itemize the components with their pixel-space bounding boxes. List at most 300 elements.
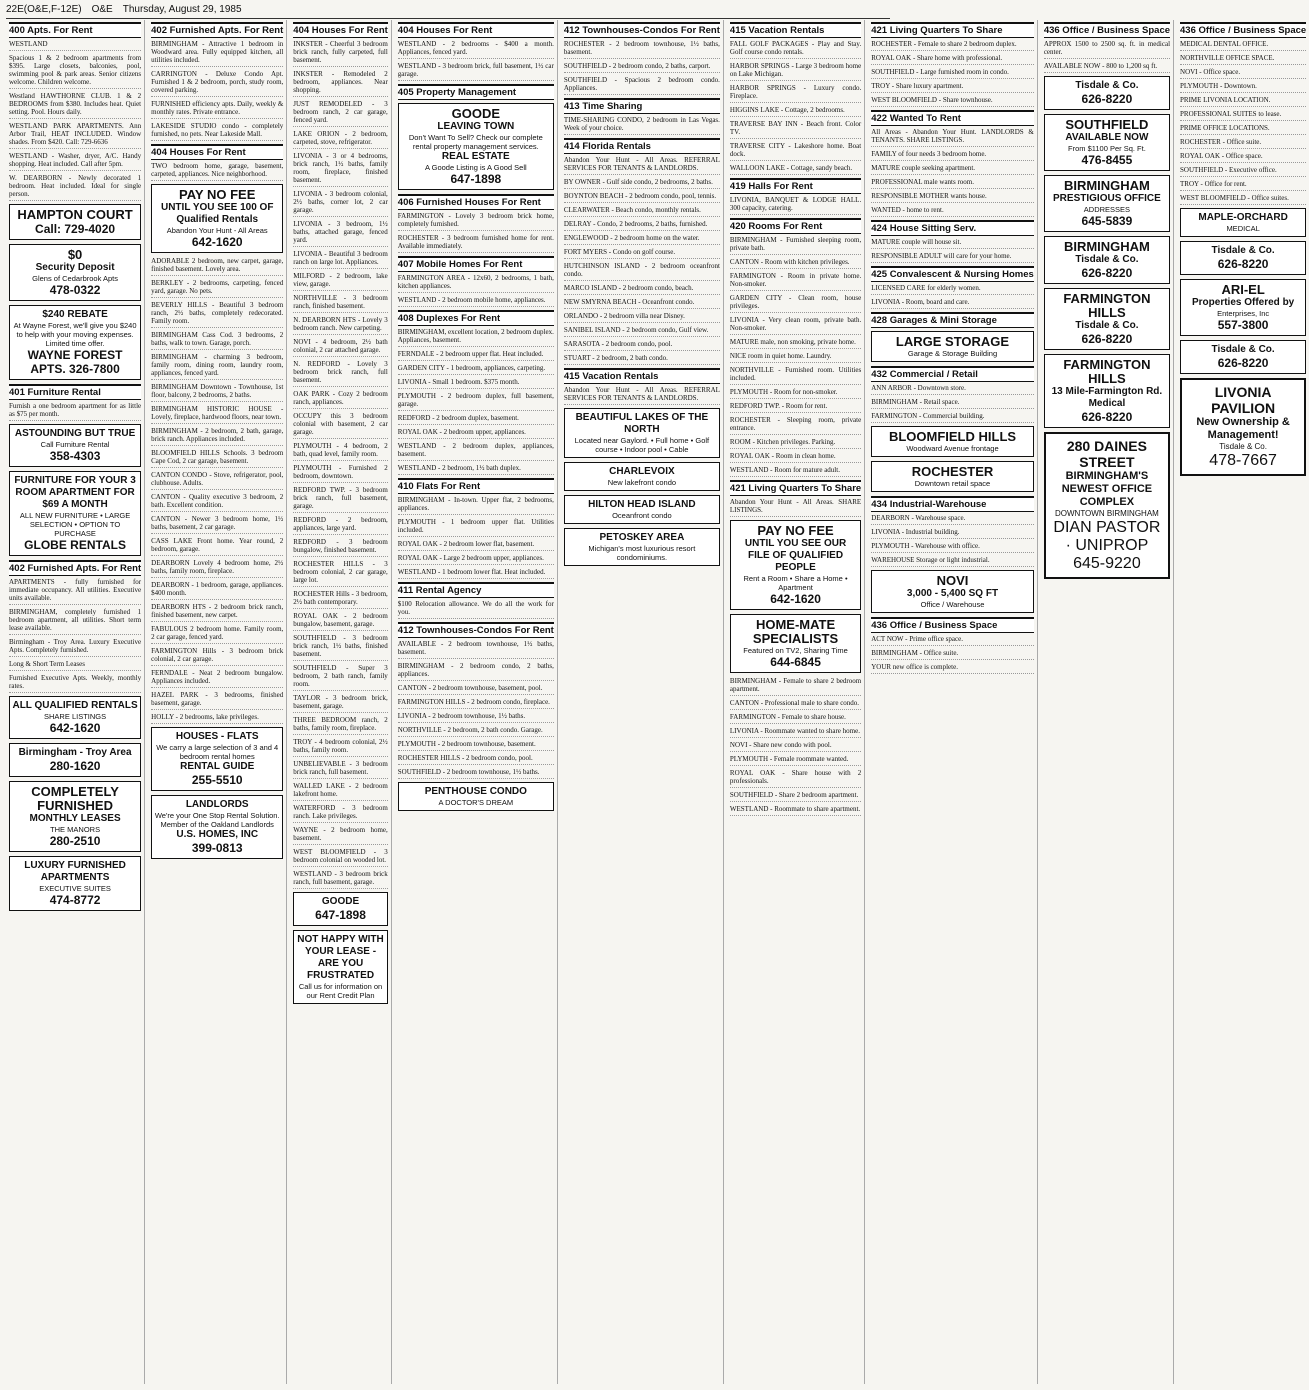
classified-ad: HIGGINS LAKE - Cottage, 2 bedrooms. (730, 106, 861, 117)
classified-ad: ROCHESTER - Office suite. (1180, 138, 1306, 149)
box-phone: 642-1620 (49, 721, 101, 735)
column-4 (395, 20, 558, 1384)
classified-ad: PLYMOUTH - Warehouse with office. (871, 542, 1034, 553)
box-phone: 626-8220 (1217, 356, 1269, 370)
classified-ad: PROFESSIONAL SUITES to lease. (1180, 110, 1306, 121)
classified-ad: ADORABLE 2 bedroom, new carpet, garage, finished basement. Lovely area. (151, 257, 283, 276)
classified-ad: WEST BLOOMFIELD - Share townhouse. (871, 96, 1034, 107)
classified-ad: HARBOR SPRINGS - Large 3 bedroom home on Lake Michigan. (730, 62, 861, 81)
classified-ad: APARTMENTS - fully furnished for immediate occupancy. All utilities. Executive units available. (9, 578, 141, 605)
classified-ad: MATURE male, non smoking, private home. (730, 338, 861, 349)
classified-ad: FARMINGTON HILLS - 2 bedroom condo, fireplace. (398, 698, 554, 709)
box-phone: 399-0813 (191, 841, 243, 855)
classified-ad: ROCHESTER - 2 bedroom townhouse, 1½ baths, basement. (564, 40, 720, 59)
classified-ad: AVAILABLE NOW - 800 to 1,200 sq ft. (1044, 62, 1170, 73)
classified-ad: RESPONSIBLE ADULT will care for your home. (871, 252, 1034, 263)
classified-ad: SOUTHFIELD - 2 bedroom townhouse, 1½ baths. (398, 768, 554, 779)
display-ad (9, 305, 141, 380)
display-ad (1180, 340, 1306, 374)
display-ad (1180, 208, 1306, 237)
display-ad (151, 795, 283, 859)
box-mid: Security Deposit (35, 262, 115, 273)
classified-ad: SOUTHFIELD - 2 bedroom condo, 2 baths, carport. (564, 62, 720, 73)
classified-ad: DEARBORN - 1 bedroom, garage, appliances. $400 month. (151, 581, 283, 600)
section-heading: 434 Industrial-Warehouse (871, 496, 1034, 512)
classified-ad: ROCHESTER - 3 bedroom furnished home for rent. Available immediately. (398, 234, 554, 253)
box-phone: WAYNE FOREST APTS. 326-7800 (27, 348, 123, 376)
box-phone: 647-1898 (315, 908, 366, 922)
section-heading: 400 Apts. For Rent (9, 22, 141, 38)
classified-ad: SOUTHFIELD - Large furnished room in condo. (871, 68, 1034, 79)
classified-ad: FERNDALE - Neat 2 bedroom bungalow. Appliances included. (151, 669, 283, 688)
classified-ad: SOUTHFIELD - Super 3 bedroom, 2 bath ranch, family room. (293, 664, 388, 691)
box-sm: Rent a Room • Share a Home • Apartment (743, 574, 848, 592)
display-ad (9, 244, 141, 301)
classified-ad: BIRMINGHAM, excellent location, 2 bedroom duplex. Appliances, basement. (398, 328, 554, 347)
classified-ad: ROYAL OAK - 2 bedroom upper, appliances. (398, 428, 554, 439)
box-mid: Tisdale & Co. (1211, 245, 1275, 256)
classified-ad: FARMINGTON AREA - 12x60, 2 bedrooms, 1 bath, kitchen appliances. (398, 274, 554, 293)
classified-ad: GARDEN CITY - 1 bedroom, appliances, carpeting. (398, 364, 554, 375)
display-ad (9, 743, 141, 777)
classified-ad: CLEARWATER - Beach condo, monthly rentals. (564, 206, 720, 217)
classified-ad: HAZEL PARK - 3 bedrooms, finished basement, garage. (151, 691, 283, 710)
box-sm: Woodward Avenue frontage (906, 444, 999, 453)
classified-ad: BIRMINGHAM Downtown - Townhouse, 1st floor, balcony, 2 bedrooms, 2 baths. (151, 383, 283, 402)
classified-ad: OAK PARK - Cozy 2 bedroom ranch, appliances. (293, 390, 388, 409)
classified-ad: NICE room in quiet home. Laundry. (730, 352, 861, 363)
classified-ad: OCCUPY this 3 bedroom colonial with basement, 2 car garage. (293, 412, 388, 439)
classified-ad: MATURE couple will house sit. (871, 238, 1034, 249)
classified-ad: BIRMINGHAM - 2 bedroom condo, 2 baths, appliances. (398, 662, 554, 681)
display-ad (1044, 175, 1170, 232)
box-phone: 626-8220 (1081, 266, 1133, 280)
box-big: PAY NO FEE (179, 187, 256, 202)
display-ad (1044, 288, 1170, 350)
classified-ad: CANTON - 2 bedroom townhouse, basement, pool. (398, 684, 554, 695)
box-phone: 626-8220 (1081, 410, 1133, 424)
display-ad (564, 462, 720, 491)
classified-ad: Abandon Your Hunt - All Areas. REFERRAL SERVICES FOR TENANTS & LANDLORDS. (564, 386, 720, 405)
box-big: BIRMINGHAM (1063, 178, 1150, 193)
box-big: GOODE (451, 106, 501, 121)
box-big: HOME-MATE SPECIALISTS (752, 617, 839, 646)
classified-ad: WESTLAND - 1 bedroom lower flat. Heat included. (398, 568, 554, 579)
display-ad (1044, 236, 1170, 284)
display-ad (398, 103, 554, 190)
classified-ad: LIVONIA - 3 bedroom colonial, 2½ baths, corner lot, 2 car garage. (293, 190, 388, 217)
classified-ad: Westland HAWTHORNE CLUB. 1 & 2 BEDROOMS from $380. Includes heat. Quiet setting. Pool. Hours daily. (9, 92, 141, 119)
classified-ad: REDFORD TWP. - 3 bedroom brick ranch, full basement, garage. (293, 486, 388, 513)
column-6 (727, 20, 865, 1384)
classified-ad: TWO bedroom home, garage, basement, carpeted, appliances. Nice neighborhood. (151, 162, 283, 181)
section-heading: 419 Halls For Rent (730, 178, 861, 194)
box-phone: 626-8220 (1081, 92, 1133, 106)
box-big: BIRMINGHAM (1063, 239, 1150, 254)
box-big: FARMINGTON HILLS (1063, 357, 1151, 386)
box-sm: We're your One Stop Rental Solution. Member of the Oakland Landlords (154, 811, 280, 829)
classified-ad: TIME-SHARING CONDO, 2 bedroom in Las Vegas. Week of your choice. (564, 116, 720, 135)
classified-ad: GARDEN CITY - Clean room, house privileges. (730, 294, 861, 313)
column-9 (1177, 20, 1309, 1384)
column-1 (6, 20, 145, 1384)
box-phone: 644-6845 (770, 655, 821, 669)
section-heading: 406 Furnished Houses For Rent (398, 194, 554, 210)
classified-ad: Furnished Executive Apts. Weekly, monthly rates. (9, 674, 141, 693)
display-ad (730, 520, 861, 610)
masthead (6, 4, 890, 19)
classified-ad: WAREHOUSE Storage or light industrial. (871, 556, 1034, 567)
box-mid: 13 Mile-Farmington Rd. Medical (1051, 386, 1163, 409)
box-mid: 3,000 - 5,400 SQ FT (906, 588, 999, 599)
box-mid: PRESTIGIOUS OFFICE (1053, 193, 1161, 204)
box-mid2: REAL ESTATE (441, 151, 510, 162)
classified-ad: WESTLAND - Washer, dryer, A/C. Handy shopping. Heat included. Call after 5pm. (9, 152, 141, 171)
box-big: COMPLETELY FURNISHED (31, 784, 119, 813)
classified-ad: ROCHESTER HILLS - 3 bedroom colonial, 2 car garage, large lot. (293, 560, 388, 587)
classified-ad: WESTLAND - Roommate to share apartment. (730, 805, 861, 816)
classified-ad: ROCHESTER - Female to share 2 bedroom duplex. (871, 40, 1034, 51)
display-ad (871, 461, 1034, 492)
box-big: FARMINGTON HILLS (1063, 291, 1151, 320)
display-ad (871, 426, 1034, 457)
box-sm: We carry a large selection of 3 and 4 bedroom rental homes (156, 743, 279, 761)
classified-ad: ROYAL OAK - Room in clean home. (730, 452, 861, 463)
section-heading: 425 Convalescent & Nursing Homes (871, 266, 1034, 282)
box-sm: Don't Want To Sell? Check our complete rental property management services. (408, 133, 543, 151)
classified-ad: WESTLAND - 2 bedroom mobile home, appliances. (398, 296, 554, 307)
box-phone: 478-0322 (49, 283, 101, 297)
classified-ad: LIVONIA - 3 or 4 bedrooms, brick ranch, 1½ baths, family room, fireplace, finished basement. (293, 152, 388, 187)
classified-ad: CANTON CONDO - Stove, refrigerator, pool, clubhouse. Adults. (151, 471, 283, 490)
section-heading: 436 Office / Business Space (1044, 22, 1170, 38)
bottom-display-ad (1180, 378, 1306, 476)
bottom-display-ad (1044, 432, 1170, 579)
classified-ad: NOVI - 4 bedroom, 2½ bath colonial, 2 car attached garage. (293, 338, 388, 357)
section-heading: 424 House Sitting Serv. (871, 220, 1034, 236)
classified-ad: LICENSED CARE for elderly women. (871, 284, 1034, 295)
box-mid2: U.S. HOMES, INC (176, 829, 259, 840)
classified-ad: ROYAL OAK - Share home with professional. (871, 54, 1034, 65)
classified-ad: FARMINGTON - Lovely 3 bedroom brick home, completely furnished. (398, 212, 554, 231)
classified-ad: BIRMINGHAM - Retail space. (871, 398, 1034, 409)
section-heading: 404 Houses For Rent (293, 22, 388, 38)
classified-ad: DEARBORN Lovely 4 bedroom home, 2½ baths, family room, fireplace. (151, 559, 283, 578)
box-mid: Tisdale & Co. (1075, 80, 1139, 91)
classified-ad: FALL GOLF PACKAGES - Play and Stay. Golf course condo rentals. (730, 40, 861, 59)
section-heading: 421 Living Quarters To Share (730, 480, 861, 496)
classified-ad: ACT NOW - Prime office space. (871, 635, 1034, 646)
section-heading: 402 Furnished Apts. For Rent (151, 22, 283, 38)
box-sm: SHARE LISTINGS (44, 712, 107, 721)
box-sm: MEDICAL (1226, 224, 1260, 233)
box-mid: ASTOUNDING BUT TRUE (14, 428, 136, 439)
classified-ad: FERNDALE - 2 bedroom upper flat. Heat included. (398, 350, 554, 361)
display-ad (730, 614, 861, 673)
section-heading: 412 Townhouses-Condos For Rent (398, 622, 554, 638)
classified-ad: PLYMOUTH - Room for non-smoker. (730, 388, 861, 399)
box-mid: HILTON HEAD ISLAND (588, 499, 696, 510)
classified-ad: WESTLAND - 2 bedroom, 1½ bath duplex. (398, 464, 554, 475)
classified-ad: PRIME LIVONIA LOCATION. (1180, 96, 1306, 107)
box-phone: 280-1620 (49, 759, 101, 773)
classified-ad: LIVONIA - 3 bedroom, 1½ baths, attached garage, fenced yard. (293, 220, 388, 247)
classified-ad: ORLANDO - 2 bedroom villa near Disney. (564, 312, 720, 323)
classified-ad: SOUTHFIELD - Spacious 2 bedroom condo. Appliances. (564, 76, 720, 95)
display-ad (1044, 354, 1170, 428)
classified-ad: ROCHESTER - Sleeping room, private entrance. (730, 416, 861, 435)
classified-ad: BIRMINGHAM - 2 bedroom, 2 bath, garage, brick ranch. Appliances included. (151, 427, 283, 446)
display-ad (1044, 114, 1170, 171)
box-sm: From $1100 Per Sq. Ft. (1068, 144, 1146, 153)
classified-ad: TROY - Share luxury apartment. (871, 82, 1034, 93)
section-heading: 428 Garages & Mini Storage (871, 312, 1034, 328)
box-mid: LANDLORDS (185, 799, 249, 810)
display-ad (871, 570, 1034, 613)
box-big: ROCHESTER (911, 464, 994, 479)
section-heading: 436 Office / Business Space (1180, 22, 1306, 38)
classified-ad: FABULOUS 2 bedroom home. Family room, 2 car garage, fenced yard. (151, 625, 283, 644)
classified-ad: JUST REMODELED - 3 bedroom ranch, 2 car garage, fenced yard. (293, 100, 388, 127)
box-big: HAMPTON COURT (17, 207, 133, 222)
classified-ad: PLYMOUTH - 2 bedroom townhouse, basement. (398, 740, 554, 751)
classified-ad: TRAVERSE CITY - Lakeshore home. Boat dock. (730, 142, 861, 161)
classified-ad: REDFORD TWP. - Room for rent. (730, 402, 861, 413)
classified-ad: MATURE couple seeking apartment. (871, 164, 1034, 175)
box-sm: Oceanfront condo (612, 511, 672, 520)
display-ad (151, 184, 283, 253)
classified-ad: BEVERLY HILLS - Beautiful 3 bedroom ranch, 2½ baths, completely redecorated. Family room. (151, 301, 283, 328)
classified-ad: WEST BLOOMFIELD - Office suites. (1180, 194, 1306, 205)
classified-ad: ROYAL OAK - 2 bedroom lower flat, basement. (398, 540, 554, 551)
classified-ad: DEARBORN HTS - 2 bedroom brick ranch, finished basement, new carpet. (151, 603, 283, 622)
box-sm: Garage & Storage Building (907, 349, 998, 358)
classified-ad: BIRMINGHAM - In-town. Upper flat, 2 bedrooms, appliances. (398, 496, 554, 515)
display-ad (9, 781, 141, 852)
classified-ad: WESTLAND PARK APARTMENTS. Ann Arbor Trail, HEAT INCLUDED. Window shades. From $420. Call: 729-6636 (9, 122, 141, 149)
box-sm: Glens of Cedarbrook Apts (32, 274, 119, 283)
section-heading: 404 Houses For Rent (398, 22, 554, 38)
display-ad (9, 856, 141, 911)
classified-ad: FORT MYERS - Condo on golf course. (564, 248, 720, 259)
box-sm: At Wayne Forest, we'll give you $240 to help with your moving expenses. Limited time offer. (13, 321, 137, 348)
classified-ad: NORTHVILLE - Furnished room. Utilities included. (730, 366, 861, 385)
box-phone: 645-5839 (1081, 214, 1133, 228)
box-sm: Downtown retail space (914, 479, 991, 488)
classified-ad: MEDICAL DENTAL OFFICE. (1180, 40, 1306, 51)
classified-ad: LIVONIA - Room, board and care. (871, 298, 1034, 309)
box-mid: Tisdale & Co. (1075, 320, 1139, 331)
section-heading: 410 Flats For Rent (398, 478, 554, 494)
classified-ad: BOYNTON BEACH - 2 bedroom condo, pool, tennis. (564, 192, 720, 203)
box-mid: BIRMINGHAM'S NEWEST OFFICE COMPLEX (1061, 470, 1153, 508)
classified-ad: HUTCHINSON ISLAND - 2 bedroom oceanfront condo. (564, 262, 720, 281)
classified-ad: PRIME OFFICE LOCATIONS. (1180, 124, 1306, 135)
classified-ad: SARASOTA - 2 bedroom condo, pool. (564, 340, 720, 351)
column-7 (868, 20, 1038, 1384)
box-mid: MONTHLY LEASES (29, 813, 121, 824)
classified-ad: BY OWNER - Gulf side condo, 2 bedrooms, 2 baths. (564, 178, 720, 189)
box-mid: New Ownership & Management! (1196, 416, 1290, 441)
column-3 (290, 20, 392, 1384)
box-phone: 647-1898 (450, 172, 502, 186)
classified-ad: LIVONIA - Small 1 bedroom. $375 month. (398, 378, 554, 389)
classified-ad: FAMILY of four needs 3 bedroom home. (871, 150, 1034, 161)
display-ad (1044, 76, 1170, 110)
box-sm: Featured on TV2, Sharing Time (743, 646, 848, 655)
display-ad (151, 727, 283, 791)
box-mid: LUXURY FURNISHED APARTMENTS (24, 860, 126, 883)
box-big: 280 DAINES STREET (1066, 438, 1147, 470)
section-heading: 407 Mobile Homes For Rent (398, 256, 554, 272)
box-mid: NOT HAPPY WITH YOUR LEASE - ARE YOU FRUSTRATED (297, 934, 384, 981)
box-big: LIVONIA PAVILION (1211, 384, 1276, 416)
classified-ad: BERKLEY - 2 bedrooms, carpeting, fenced yard, garage. No pets. (151, 279, 283, 298)
classified-ad: CANTON - Quality executive 3 bedroom, 2 bath. Excellent condition. (151, 493, 283, 512)
section-heading: 436 Office / Business Space (871, 617, 1034, 633)
section-heading: 415 Vacation Rentals (730, 22, 861, 38)
classified-ad: Abandon Your Hunt - All Areas. SHARE LISTINGS. (730, 498, 861, 517)
classified-ad: WESTLAND (9, 40, 141, 51)
box-phone: 626-8220 (1081, 332, 1133, 346)
classified-ad: NORTHVILLE - 3 bedroom ranch, finished basement. (293, 294, 388, 313)
box-sm: Tisdale & Co. (1219, 442, 1267, 451)
classified-ad: BIRMINGHAM - Office suite. (871, 649, 1034, 660)
box-mid: UNTIL YOU SEE OUR FILE OF QUALIFIED PEOPLE (744, 538, 847, 573)
classified-ad: BIRMINGHAM - charming 3 bedroom, family room, dining room, laundry room, appliances, fenced yard. (151, 353, 283, 380)
classified-ad: FURNISHED efficiency apts. Daily, weekly & monthly rates. Private entrance. (151, 100, 283, 119)
classified-ad: ENGLEWOOD - 2 bedroom home on the water. (564, 234, 720, 245)
classified-ad: $100 Relocation allowance. We do all the work for you. (398, 600, 554, 619)
box-mid: UNTIL YOU SEE 100 OF Qualified Rentals (160, 202, 274, 225)
classified-ad: CARRINGTON - Deluxe Condo Apt. Furnished 1 & 2 bedroom, porch, study room, covered parking. (151, 70, 283, 97)
classified-ad: BIRMINGHAM, completely furnished 1 bedroom apartment, all utilities. Short term lease available. (9, 608, 141, 635)
section-heading: 408 Duplexes For Rent (398, 310, 554, 326)
classified-ad: REDFORD - 2 bedroom, appliances, large yard. (293, 516, 388, 535)
classified-ad: RESPONSIBLE MOTHER wants house. (871, 192, 1034, 203)
classified-ad: PLYMOUTH - Downtown. (1180, 82, 1306, 93)
box-sm: Call Furniture Rental (40, 440, 110, 449)
classified-ad: REDFORD - 3 bedroom bungalow, finished basement. (293, 538, 388, 557)
display-ad (293, 892, 388, 926)
section-heading: 413 Time Sharing (564, 98, 720, 114)
classified-ad: WANTED - home to rent. (871, 206, 1034, 217)
classified-ad: N. DEARBORN HTS - Lovely 3 bedroom ranch. New carpeting. (293, 316, 388, 335)
classified-ad: LAKE ORION - 2 bedroom, carpeted, stove, refrigerator. (293, 130, 388, 149)
box-mid: Tisdale & Co. (1211, 344, 1275, 355)
box-sm: DOWNTOWN BIRMINGHAM (1054, 509, 1159, 518)
box-big: BLOOMFIELD HILLS (888, 429, 1017, 444)
box-big: $0 (67, 247, 83, 262)
section-heading: 414 Florida Rentals (564, 138, 720, 154)
box-sm: New lakefront condo (607, 478, 677, 487)
section-heading: 432 Commercial / Retail (871, 366, 1034, 382)
classified-ad: INKSTER - Cheerful 3 bedroom brick ranch, fully carpeted, full basement. (293, 40, 388, 67)
box-mid: BEAUTIFUL LAKES OF THE NORTH (575, 412, 709, 435)
classified-ad: TAYLOR - 3 bedroom brick, basement, garage. (293, 694, 388, 713)
display-ad (1180, 241, 1306, 275)
classified-ad: HARBOR SPRINGS - Luxury condo. Fireplace. (730, 84, 861, 103)
classified-ad: ROYAL OAK - 2 bedroom bungalow, basement, garage. (293, 612, 388, 631)
classified-ad: WESTLAND - 3 bedroom brick ranch, full basement, garage. (293, 870, 388, 889)
classified-ad: ROYAL OAK - Share house with 2 professionals. (730, 769, 861, 788)
box-sm: EXECUTIVE SUITES (39, 884, 111, 893)
display-ad (564, 495, 720, 524)
classified-ad: CASS LAKE Front home. Year round, 2 bedroom, garage. (151, 537, 283, 556)
classified-ad: INKSTER - Remodeled 2 bedroom, appliances. Near shopping. (293, 70, 388, 97)
classified-ad: NORTHVILLE OFFICE SPACE. (1180, 54, 1306, 65)
box-big: NOVI (936, 573, 969, 588)
classified-ad: FARMINGTON Hills - 3 bedroom brick colonial, 2 car garage. (151, 647, 283, 666)
classified-ad: SOUTHFIELD - Executive office. (1180, 166, 1306, 177)
classified-ad: Spacious 1 & 2 bedroom apartments from $395. Large closets, balconies, pool, swimming pool & park areas. Senior citizens welcome. Children welcome. (9, 54, 141, 89)
column-2 (148, 20, 287, 1384)
classified-ad: SANIBEL ISLAND - 2 bedroom condo, Gulf view. (564, 326, 720, 337)
classified-ad: NOVI - Office space. (1180, 68, 1306, 79)
box-mid: HOUSES - FLATS (175, 731, 259, 742)
classified-ad: PLYMOUTH - 4 bedroom, 2 bath, quad level, family room. (293, 442, 388, 461)
classified-ad: TRAVERSE BAY INN - Beach front. Color TV. (730, 120, 861, 139)
box-mid: LEAVING TOWN (437, 121, 515, 132)
box-phone: 626-8220 (1217, 257, 1269, 271)
box-big: SOUTHFIELD (1065, 117, 1149, 132)
classified-ad: BIRMINGHAM Cass Cod. 3 bedrooms, 2 baths, walk to town. Garage, porch. (151, 331, 283, 350)
classified-ad: LIVONIA - Industrial building. (871, 528, 1034, 539)
box-mid: PETOSKEY AREA (599, 532, 685, 543)
display-ad (1180, 279, 1306, 336)
classified-ad: REDFORD - 2 bedroom duplex, basement. (398, 414, 554, 425)
classified-ad: TROY - Office for rent. (1180, 180, 1306, 191)
classified-ad: FARMINGTON - Room in private home. Non-smoker. (730, 272, 861, 291)
classified-ad: WALLED LAKE - 2 bedroom lakefront home. (293, 782, 388, 801)
classified-ad: N. REDFORD - Lovely 3 bedroom brick ranch, full basement. (293, 360, 388, 387)
classified-ad: WATERFORD - 3 bedroom ranch. Lake privileges. (293, 804, 388, 823)
classified-ad: BIRMINGHAM - Furnished sleeping room, private bath. (730, 236, 861, 255)
classified-ad: NEW SMYRNA BEACH - Oceanfront condo. (564, 298, 720, 309)
classified-ad: BIRMINGHAM - Attractive 1 bedroom in Woodward area. Fully equipped kitchen, all utilities included. (151, 40, 283, 67)
classified-ad: ROCHESTER HILLS - 2 bedroom condo, pool. (398, 754, 554, 765)
classified-ad: BLOOMFIELD HILLS Schools. 3 bedroom Cape Cod, 2 car garage, basement. (151, 449, 283, 468)
page-number: 22E(O&E,F-12E) (6, 4, 82, 15)
classified-ad: DEARBORN - Warehouse space. (871, 514, 1034, 525)
classified-ad: Birmingham - Troy Area. Luxury Executive Apts. Completely furnished. (9, 638, 141, 657)
display-ad (9, 204, 141, 240)
classified-ad: PLYMOUTH - Furnished 2 bedroom, downtown. (293, 464, 388, 483)
column-5 (561, 20, 724, 1384)
classified-ad: NORTHVILLE - 2 bedroom, 2 bath condo. Garage. (398, 726, 554, 737)
display-ad (9, 471, 141, 556)
box-mid2: RENTAL GUIDE (180, 761, 255, 772)
box-phone: 642-1620 (191, 235, 243, 249)
box-big: ARI-EL (1221, 282, 1265, 297)
box-phone: Call: 729-4020 (35, 222, 116, 236)
box-mid: GOODE (321, 896, 360, 907)
classified-ad: ROYAL OAK - Large 2 bedroom upper, appliances. (398, 554, 554, 565)
box-phone: 255-5510 (191, 773, 243, 787)
box-sm: THE MANORS (50, 825, 101, 834)
classified-ad: PROFESSIONAL male wants room. (871, 178, 1034, 189)
box-sm: Michigan's most luxurious resort condominiums. (588, 544, 696, 562)
classified-ad: PLYMOUTH - Female roommate wanted. (730, 755, 861, 766)
classified-ad: All Areas - Abandon Your Hunt. LANDLORDS & TENANTS. SHARE LISTINGS. (871, 128, 1034, 147)
classified-ad: FARMINGTON - Commercial building. (871, 412, 1034, 423)
section-heading: 404 Houses For Rent (151, 144, 283, 160)
section-heading: 402 Furnished Apts. For Rent (9, 560, 141, 576)
box-phone: 642-1620 (770, 592, 821, 606)
display-ad (293, 930, 388, 1004)
box-phone: 478-7667 (1209, 452, 1277, 469)
classified-ad: LIVONIA, BANQUET & LODGE HALL. 300 capacity, catering. (730, 196, 861, 215)
